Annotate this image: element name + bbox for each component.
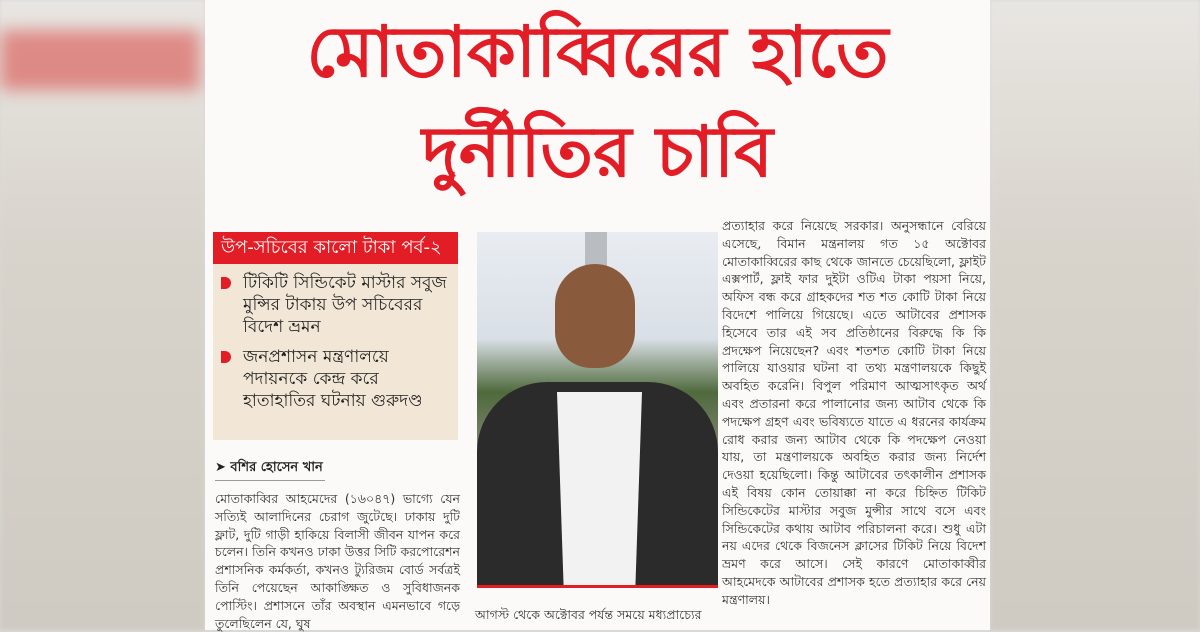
photo-person-shirt: [557, 392, 642, 588]
headline-line-1: মোতাকাব্বিরের হাতে: [306, 11, 889, 93]
series-title: উপ-সচিবের কালো টাকা পর্ব-২: [213, 232, 458, 264]
highlight-text: জনপ্রশাসন মন্ত্রণালয়ে পদায়নকে কেন্দ্র করে হাতাহাতির ঘটনায় গুরুদণ্ড: [243, 347, 423, 411]
bullet-icon: [221, 351, 231, 363]
highlight-item: [213, 338, 458, 412]
article-body-left: মোতাকাব্বির আহমেদের (১৬০৪৭) ভাগ্যে যেন সত্যিই আলাদিনের চেরাগ জুটেছে। ঢাকায় দুটি ফ্লাট, দুটি গাড়ী হাকিয়ে বিলাসী জীবন যাপন করে চলেন। তিনি কখনও ঢাকা উত্তর সিটি করপোরেশন প্রশাসনিক কর্মকর্তা, কখনও ট্যুরিজম বোর্ড সর্বত্রই তিনি পেয়েছেন আকাঙ্ক্ষিত ও সুবিধাজনক পোস্টিং। প্রশাসনে তাঁর অবস্থান এমনভাবে গড়ে তুলেছিলেন যে, ঘুষ: [215, 491, 460, 631]
bullet-icon: [221, 277, 231, 289]
photo-accent-bar: [477, 585, 718, 588]
article-body-right: প্রত্যাহার করে নিয়েছে সরকার। অনুসন্ধানে বেরিয়ে এসেছে, বিমান মন্ত্রনালয় গত ১৫ অক্টোবর মোতাকাব্বিরের কাছ থেকে জানতে চেয়েছিলো, ফ্লাইট এক্সপার্ট, ফ্লাই ফার দুইটা ওটিএ টাকা পয়সা নিয়ে, অফিস বন্ধ করে গ্রাহকদের শত শত কোটি টাকা নিয়ে বিদেশে পালিয়ে গিয়েছে। এতে আটাবের প্রশাসক হিসেবে তার এই সব প্রতিষ্ঠানের বিরুদ্ধে কি কি প্রদক্ষেপ নিয়েছেন? এবং শতশত কোটি টাকা নিয়ে পালিয়ে যাওয়ার ঘটনা বা তথ্য মন্ত্রণালয়কে কিছুই অবহিত করেনি। বিপুল পরিমাণ আত্মসাৎকৃত অর্থ এবং প্রতারনা করে পালানোর জন্য আটাব থেকে কি পদক্ষেপ গ্রহণ এবং ভবিষ্যতে যাতে এ ধরনের কার্যক্রম রোধ করার জন্য আটাব থেকে কি পদক্ষেপ নেওয়া যায়, তা মন্ত্রণালয়কে অবহিত করার জন্য নির্দেশ দেওয়া হয়েছিলো। কিন্তু আটাবের তৎকালীন প্রশাসক এই বিষয় কোন তোয়াক্কা না করে চিহ্নিত টিকিট সিন্ডিকেটের মাস্টার সবুজ মুন্সীর সাথে বসে এবং সিন্ডিকেটের কথায় আটাব পরিচালনা করে। শুধু এটা নয় এদের থেকে বিজনেস ক্লাসের টিকিট নিয়ে বিদেশ ভ্রমণ করে আসে। সেই কারণে মোতাকাব্বীর আহমেদকে আটাবের প্রশাসক হতে প্রত্যাহার করে নেয় মন্ত্রণালয়।: [722, 218, 986, 607]
series-highlight-box: [213, 232, 458, 440]
headline-line-2: দুর্নীতির চাবি: [421, 111, 774, 193]
photo-person-head: [555, 264, 635, 368]
blurred-background-left: [0, 0, 205, 630]
blurred-background-right: [990, 0, 1200, 630]
highlight-item: [213, 264, 458, 338]
byline: [215, 458, 323, 479]
arrow-icon: ➤: [215, 460, 231, 475]
article-photo: [477, 232, 718, 588]
highlight-text: টিকিটি সিন্ডিকেট মাস্টার সবুজ মুন্সির টাকায় উপ সচিবেরর বিদেশ ভ্রমন: [243, 273, 447, 337]
divider: [215, 480, 325, 481]
author-name: বশির হোসেন খান: [230, 460, 323, 475]
newspaper-clipping: [205, 0, 990, 630]
photo-caption: আগস্ট থেকে অক্টোবর পর্যন্ত সময়ে মধ্যপ্রাচ্যের: [475, 607, 702, 622]
